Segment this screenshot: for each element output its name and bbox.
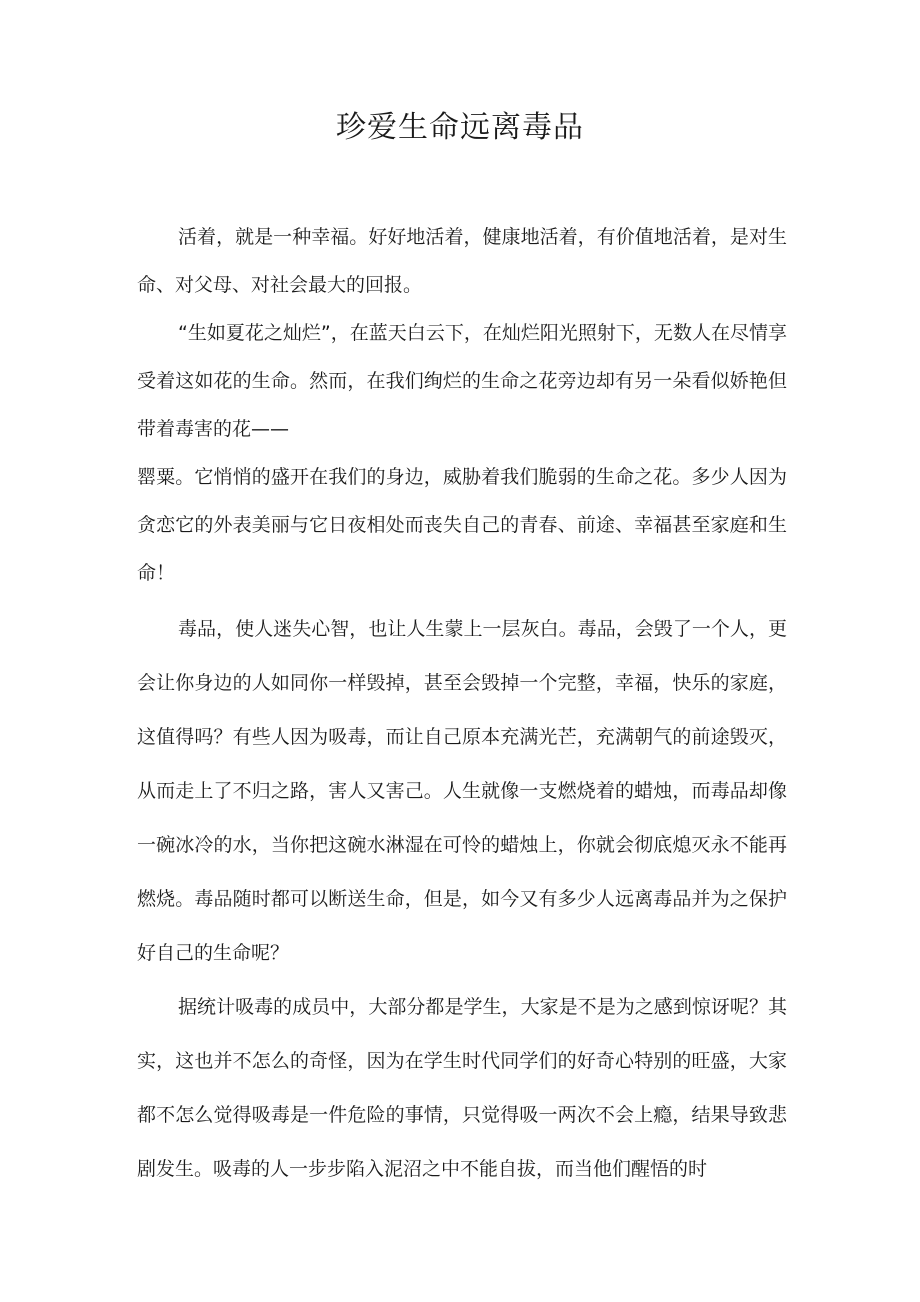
paragraph-4: 毒品，使人迷失心智，也让人生蒙上一层灰白。毒品，会毁了一个人，更会让你身边的人如同你一样毁掉，甚至会毁掉一个完整，幸福，快乐的家庭，这值得吗？有些人因为吸毒，而让自己原本充满光芒，充满朝气的前途毁灭，从而走上了不归之路，害人又害己。人生就像一支燃烧着的蜡烛，而毒品却像一碗冰冷的水，当你把这碗水淋湿在可怜的蜡烛上，你就会彻底熄灭永不能再燃烧。毒品随时都可以断送生命，但是，如今又有多少人远离毒品并为之保护好自己的生命呢？ (137, 618, 787, 964)
document-body (137, 213, 787, 1196)
paragraph-1: 活着，就是一种幸福。好好地活着，健康地活着，有价值地活着，是对生命、对父母、对社会最大的回报。 (137, 226, 787, 296)
paragraph-3: 罂粟。它悄悄的盛开在我们的身边，威胁着我们脆弱的生命之花。多少人因为贪恋它的外表美丽与它日夜相处而丧失自己的青春、前途、幸福甚至家庭和生命！ (137, 466, 787, 584)
document-title: 珍爱生命远离毒品 (336, 110, 584, 145)
paragraph-5: 据统计吸毒的成员中，大部分都是学生，大家是不是为之感到惊讶呢？其实，这也并不怎么的奇怪，因为在学生时代同学们的好奇心特别的旺盛，大家都不怎么觉得吸毒是一件危险的事情，只觉得吸一两次不会上瘾，结果导致悲剧发生。吸毒的人一步步陷入泥沼之中不能自拔，而当他们醒悟的时 (137, 996, 787, 1180)
paragraph-2: “生如夏花之灿烂”，在蓝天白云下，在灿烂阳光照射下，无数人在尽情享受着这如花的生命。然而，在我们绚烂的生命之花旁边却有另一朵看似娇艳但带着毒害的花—— (137, 322, 787, 440)
